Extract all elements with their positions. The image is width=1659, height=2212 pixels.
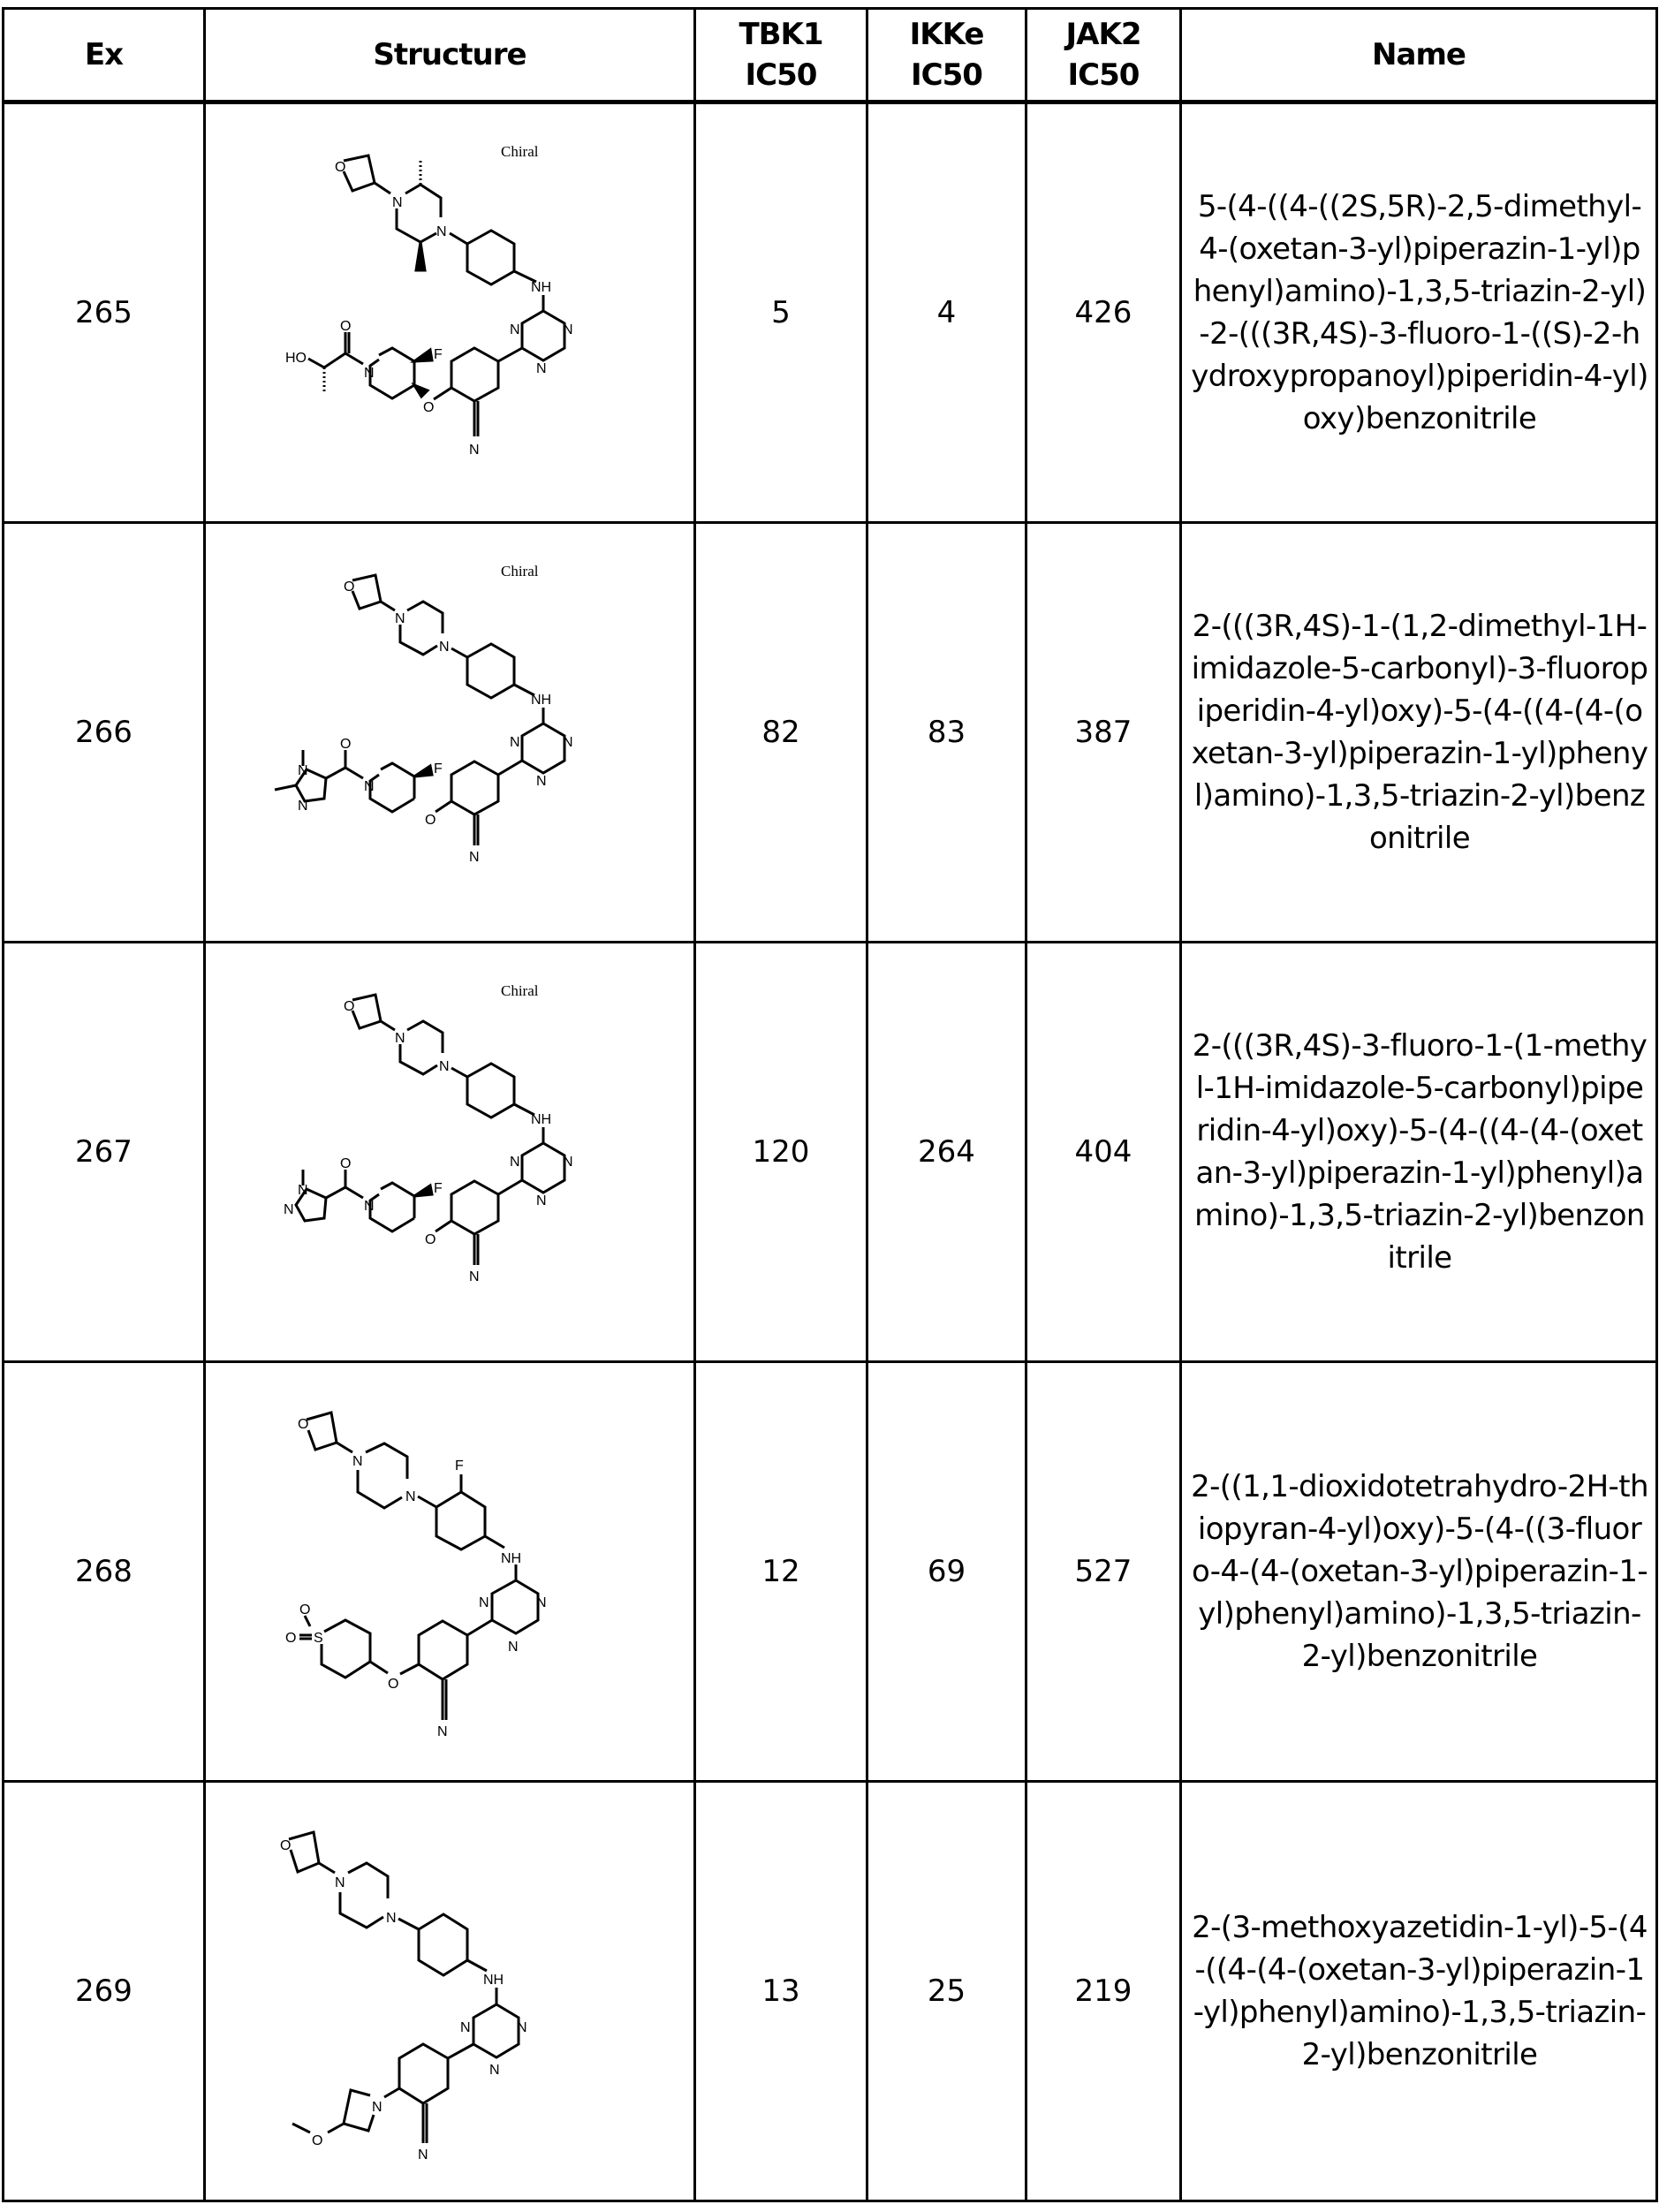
atom-label: N bbox=[298, 1183, 308, 1198]
chemical-structure-266 bbox=[211, 529, 688, 936]
cell-name: 5-(4-((4-((2S,5R)-2,5-dimethyl-4-(oxetan-3-yl)piperazin-1-yl)phenyl)amino)-1,3,5-triazin-2-yl)-2-(((3R,4S)-3-fluoro-1-((S)-2-hydroxypropanoyl)piperidin-4-yl)oxy)benzonitrile bbox=[1181, 102, 1657, 523]
atom-label: N bbox=[298, 799, 308, 814]
atom-label: NH bbox=[531, 280, 552, 295]
atom-label: N bbox=[536, 361, 547, 376]
atom-label: N bbox=[364, 1199, 375, 1214]
atom-label: N bbox=[439, 640, 450, 655]
header-name bbox=[1181, 9, 1657, 102]
cell-name: 2-(3-methoxyazetidin-1-yl)-5-(4-((4-(4-(oxetan-3-yl)piperazin-1-yl)phenyl)amino)-1,3,5-triazin-2-yl)benzonitrile bbox=[1181, 1782, 1657, 2201]
atom-label: O bbox=[340, 737, 352, 752]
table-row bbox=[4, 1362, 1657, 1782]
atom-label: NH bbox=[483, 1973, 504, 1988]
atom-label: O bbox=[285, 1631, 297, 1646]
cell-tbk1-ic50: 13 bbox=[695, 1782, 867, 2201]
header-row bbox=[4, 9, 1657, 102]
table-row bbox=[4, 102, 1657, 523]
atom-label: N bbox=[335, 1875, 345, 1890]
header-structure-label: Structure bbox=[373, 37, 526, 72]
cell-ikke-ic50: 4 bbox=[867, 102, 1026, 523]
atom-label: O bbox=[340, 1156, 352, 1171]
header-ikke bbox=[867, 9, 1026, 102]
cell-name: 2-(((3R,4S)-3-fluoro-1-(1-methyl-1H-imidazole-5-carbonyl)piperidin-4-yl)oxy)-5-(4-((4-(4-(oxetan-3-yl)piperazin-1-yl)phenyl)amino)-1,3,5-triazin-2-yl)benzonitrile bbox=[1181, 943, 1657, 1362]
cell-ex: 267 bbox=[4, 943, 205, 1362]
chemical-structure-265 bbox=[211, 110, 688, 516]
atom-label: NH bbox=[531, 693, 552, 708]
cell-structure bbox=[205, 523, 695, 943]
atom-label: O bbox=[388, 1677, 399, 1692]
cell-ex: 269 bbox=[4, 1782, 205, 2201]
atom-label: N bbox=[479, 1595, 489, 1610]
cell-ikke-ic50: 25 bbox=[867, 1782, 1026, 2201]
header-name-label: Name bbox=[1372, 37, 1466, 72]
atom-label: N bbox=[563, 735, 573, 750]
atom-label: O bbox=[335, 160, 346, 175]
cell-jak2-ic50: 387 bbox=[1026, 523, 1181, 943]
atom-label: N bbox=[489, 2063, 500, 2078]
cell-jak2-ic50: 426 bbox=[1026, 102, 1181, 523]
atom-label: N bbox=[469, 1269, 480, 1284]
atom-label: O bbox=[344, 580, 355, 595]
cell-ex: 268 bbox=[4, 1362, 205, 1782]
atom-label: N bbox=[298, 763, 308, 778]
atom-label: O bbox=[280, 1838, 292, 1853]
cell-jak2-ic50: 404 bbox=[1026, 943, 1181, 1362]
atom-label: F bbox=[455, 1458, 464, 1473]
atom-label: N bbox=[536, 1193, 547, 1208]
atom-label: N bbox=[563, 1155, 573, 1170]
cell-jak2-ic50: 219 bbox=[1026, 1782, 1181, 2201]
atom-label: N bbox=[508, 1640, 519, 1655]
table-row bbox=[4, 1782, 1657, 2201]
cell-ikke-ic50: 69 bbox=[867, 1362, 1026, 1782]
atom-label: N bbox=[510, 322, 520, 337]
atom-label: O bbox=[340, 319, 352, 334]
atom-label: NH bbox=[501, 1551, 522, 1566]
atom-label: S bbox=[314, 1631, 323, 1646]
header-jak2-line1: JAK2 bbox=[1065, 17, 1141, 52]
atom-label: N bbox=[439, 1059, 450, 1074]
compound-table bbox=[2, 7, 1658, 2202]
cell-tbk1-ic50: 120 bbox=[695, 943, 867, 1362]
atom-label: F bbox=[434, 1181, 443, 1196]
header-ex-label: Ex bbox=[84, 37, 124, 72]
table-row bbox=[4, 943, 1657, 1362]
header-ex bbox=[4, 9, 205, 102]
atom-label: O bbox=[298, 1417, 309, 1432]
chemical-structure-269 bbox=[211, 1788, 688, 2194]
header-jak2 bbox=[1026, 9, 1181, 102]
atom-label: N bbox=[395, 1031, 405, 1046]
atom-label: N bbox=[510, 735, 520, 750]
cell-ikke-ic50: 264 bbox=[867, 943, 1026, 1362]
atom-label: N bbox=[460, 2020, 471, 2035]
header-structure bbox=[205, 9, 695, 102]
atom-label: N bbox=[469, 850, 480, 865]
header-ikke-line2: IC50 bbox=[911, 57, 982, 93]
atom-label: NH bbox=[531, 1112, 552, 1127]
atom-label: N bbox=[372, 2100, 383, 2115]
chiral-label: Chiral bbox=[501, 982, 539, 999]
cell-structure bbox=[205, 1362, 695, 1782]
cell-tbk1-ic50: 82 bbox=[695, 523, 867, 943]
atom-label: N bbox=[395, 611, 405, 626]
atom-label: N bbox=[284, 1202, 294, 1217]
atom-label: N bbox=[386, 1911, 397, 1926]
atom-label: N bbox=[517, 2020, 527, 2035]
atom-label: N bbox=[536, 774, 547, 789]
atom-label: N bbox=[469, 443, 480, 458]
chiral-label: Chiral bbox=[501, 143, 539, 160]
cell-ikke-ic50: 83 bbox=[867, 523, 1026, 943]
atom-label: O bbox=[425, 1232, 436, 1247]
chemical-structure-267 bbox=[211, 949, 688, 1355]
cell-structure bbox=[205, 1782, 695, 2201]
atom-label: N bbox=[352, 1454, 363, 1469]
atom-label: F bbox=[434, 347, 443, 362]
atom-label: N bbox=[418, 2148, 428, 2163]
atom-label: F bbox=[434, 761, 443, 776]
cell-name: 2-(((3R,4S)-1-(1,2-dimethyl-1H-imidazole-5-carbonyl)-3-fluoropiperidin-4-yl)oxy)-5-(4-((4-(4-(oxetan-3-yl)piperazin-1-yl)phenyl)amino)-1,3,5-triazin-2-yl)benzonitrile bbox=[1181, 523, 1657, 943]
cell-structure bbox=[205, 102, 695, 523]
atom-label: N bbox=[364, 779, 375, 794]
cell-tbk1-ic50: 12 bbox=[695, 1362, 867, 1782]
chiral-label: Chiral bbox=[501, 563, 539, 580]
atom-label: N bbox=[510, 1155, 520, 1170]
header-tbk1-line1: TBK1 bbox=[739, 17, 823, 52]
atom-label: N bbox=[392, 195, 403, 210]
header-tbk1-line2: IC50 bbox=[745, 57, 817, 93]
cell-jak2-ic50: 527 bbox=[1026, 1362, 1181, 1782]
chemical-structure-268 bbox=[211, 1368, 688, 1775]
atom-label: O bbox=[425, 813, 436, 828]
table-row bbox=[4, 523, 1657, 943]
header-ikke-line1: IKKe bbox=[909, 17, 984, 52]
atom-label: HO bbox=[285, 351, 307, 366]
atom-label: N bbox=[436, 224, 447, 239]
cell-ex: 265 bbox=[4, 102, 205, 523]
atom-label: N bbox=[405, 1489, 416, 1504]
cell-name: 2-((1,1-dioxidotetrahydro-2H-thiopyran-4-yl)oxy)-5-(4-((3-fluoro-4-(4-(oxetan-3-yl)piperazin-1-yl)phenyl)amino)-1,3,5-triazin-2-yl)benzonitrile bbox=[1181, 1362, 1657, 1782]
atom-label: N bbox=[437, 1724, 448, 1739]
atom-label: O bbox=[312, 2133, 323, 2148]
cell-ex: 266 bbox=[4, 523, 205, 943]
atom-label: N bbox=[563, 322, 573, 337]
cell-tbk1-ic50: 5 bbox=[695, 102, 867, 523]
atom-label: N bbox=[536, 1595, 547, 1610]
atom-label: O bbox=[299, 1602, 311, 1617]
atom-label: N bbox=[364, 366, 375, 381]
header-jak2-line2: IC50 bbox=[1067, 57, 1140, 93]
cell-structure bbox=[205, 943, 695, 1362]
atom-label: O bbox=[423, 400, 435, 415]
header-tbk1 bbox=[695, 9, 867, 102]
atom-label: O bbox=[344, 999, 355, 1014]
